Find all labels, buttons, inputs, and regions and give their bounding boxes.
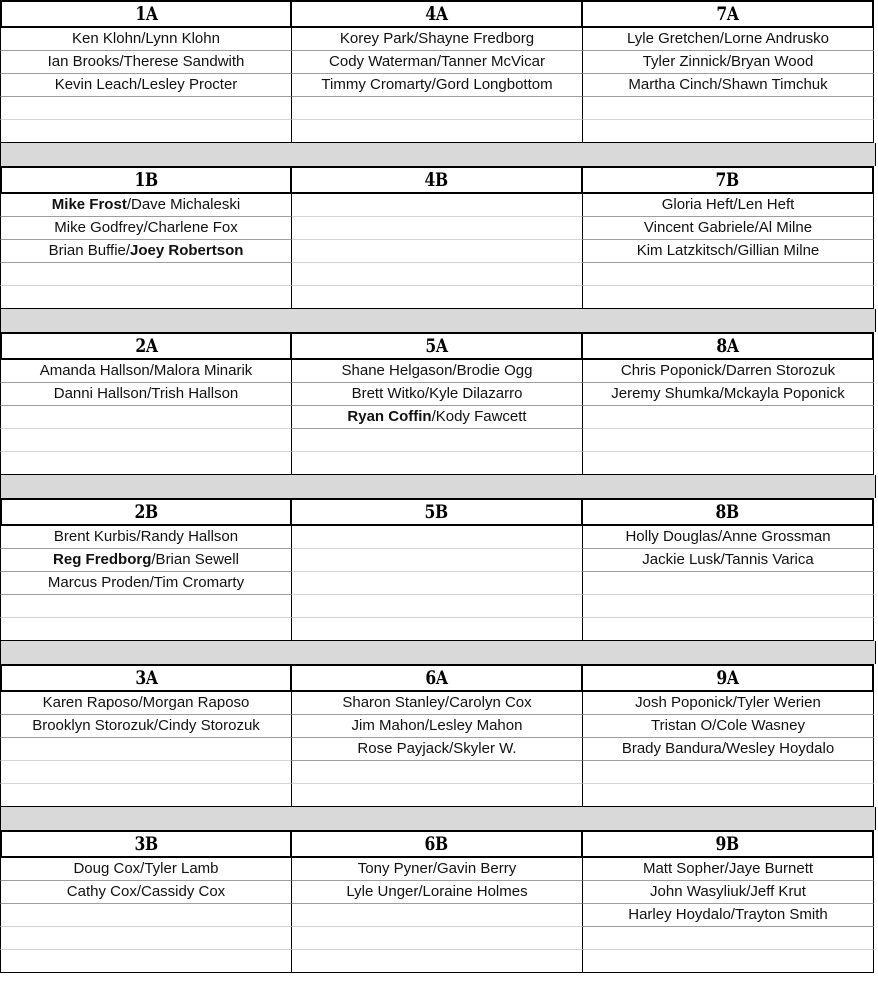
team-row: [0, 595, 876, 618]
empty-cell: [583, 784, 874, 807]
team-row: [0, 526, 876, 549]
empty-cell: [292, 618, 583, 641]
player-name: Brett Witko/Kyle Dilazarro: [351, 385, 523, 402]
team-cell: [292, 74, 583, 97]
empty-cell: [292, 950, 583, 973]
player-name: Mike Godfrey/Charlene Fox: [54, 219, 238, 236]
division-label: 1A: [134, 3, 158, 25]
empty-cell: [583, 97, 874, 120]
player-name-bold: Reg Fredborg: [53, 551, 152, 568]
division-header: [583, 830, 874, 858]
empty-cell: [292, 240, 583, 263]
team-cell: [0, 360, 292, 383]
team-cell: [0, 549, 292, 572]
team-cell: [292, 858, 583, 881]
team-row: [0, 97, 876, 120]
division-label: 5B: [424, 501, 449, 523]
division-header-row: [0, 664, 876, 692]
empty-cell: [0, 97, 292, 120]
empty-cell: [0, 904, 292, 927]
player-name: Jeremy Shumka/Mckayla Poponick: [611, 385, 845, 402]
block-separator: [0, 807, 876, 830]
division-header: [583, 664, 874, 692]
team-cell: [292, 738, 583, 761]
team-row: [0, 194, 876, 217]
team-row: [0, 904, 876, 927]
team-cell: [0, 383, 292, 406]
player-name: Holly Douglas/Anne Grossman: [625, 528, 831, 545]
team-cell: [292, 28, 583, 51]
empty-cell: [292, 927, 583, 950]
empty-cell: [583, 950, 874, 973]
empty-cell: [292, 572, 583, 595]
player-name: Jim Mahon/Lesley Mahon: [351, 717, 523, 734]
empty-cell: [583, 572, 874, 595]
division-label: 7A: [716, 3, 739, 25]
team-row: [0, 217, 876, 240]
team-row: [0, 406, 876, 429]
division-header: [0, 332, 292, 360]
empty-cell: [583, 618, 874, 641]
empty-cell: [583, 595, 874, 618]
team-row: [0, 927, 876, 950]
player-name: Korey Park/Shayne Fredborg: [339, 30, 535, 47]
empty-cell: [292, 429, 583, 452]
team-row: [0, 858, 876, 881]
empty-cell: [0, 784, 292, 807]
player-name: Tony Pyner/Gavin Berry: [357, 860, 517, 877]
division-header: [292, 166, 583, 194]
division-label: 3A: [134, 667, 158, 689]
player-name: Tristan O/Cole Wasney: [651, 717, 805, 734]
player-name: Ian Brooks/Therese Sandwith: [47, 53, 245, 70]
division-header: [0, 166, 292, 194]
team-row: [0, 572, 876, 595]
team-row: [0, 360, 876, 383]
player-name: Kevin Leach/Lesley Procter: [54, 76, 238, 93]
empty-cell: [583, 429, 874, 452]
division-label: 8B: [715, 501, 740, 523]
player-name: Danni Hallson/Trish Hallson: [53, 385, 239, 402]
team-row: [0, 452, 876, 475]
empty-cell: [292, 904, 583, 927]
team-cell: [0, 692, 292, 715]
empty-cell: [0, 738, 292, 761]
division-label: 6B: [424, 833, 449, 855]
team-cell: [583, 194, 874, 217]
division-header-row: [0, 498, 876, 526]
player-name: Harley Hoydalo/Trayton Smith: [628, 906, 828, 923]
team-row: [0, 286, 876, 309]
block-separator: [0, 475, 876, 498]
team-cell: [0, 858, 292, 881]
team-cell: [292, 383, 583, 406]
team-cell: [583, 28, 874, 51]
division-header-row: [0, 830, 876, 858]
player-name: Timmy Cromarty/Gord Longbottom: [321, 76, 553, 93]
team-row: [0, 120, 876, 143]
player-name: Gloria Heft/Len Heft: [661, 196, 795, 213]
division-header: [292, 664, 583, 692]
team-row: [0, 618, 876, 641]
player-name: Martha Cinch/Shawn Timchuk: [628, 76, 828, 93]
team-cell: [0, 194, 292, 217]
empty-cell: [292, 194, 583, 217]
player-name: Marcus Proden/Tim Cromarty: [47, 574, 245, 591]
team-cell: [583, 74, 874, 97]
team-row: [0, 51, 876, 74]
empty-cell: [0, 595, 292, 618]
empty-cell: [0, 286, 292, 309]
empty-cell: [583, 406, 874, 429]
division-label: 8A: [716, 335, 739, 357]
division-header: [292, 498, 583, 526]
division-block: [0, 830, 876, 973]
empty-cell: [292, 784, 583, 807]
team-cell: [292, 51, 583, 74]
division-label: 2A: [134, 335, 158, 357]
division-header: [583, 332, 874, 360]
team-cell: [0, 572, 292, 595]
player-name: Kim Latzkitsch/Gillian Milne: [636, 242, 820, 259]
player-name: Cathy Cox/Cassidy Cox: [66, 883, 226, 900]
empty-cell: [292, 452, 583, 475]
team-cell: [583, 217, 874, 240]
player-name: /Dave Michaleski: [126, 196, 241, 213]
division-label: 4B: [424, 169, 449, 191]
player-name: Brent Kurbis/Randy Hallson: [53, 528, 239, 545]
empty-cell: [0, 406, 292, 429]
team-cell: [583, 858, 874, 881]
division-label: 3B: [134, 833, 158, 855]
empty-cell: [0, 452, 292, 475]
team-cell: [292, 406, 583, 429]
team-cell: [0, 240, 292, 263]
division-block: [0, 498, 876, 641]
team-cell: [583, 240, 874, 263]
empty-cell: [0, 618, 292, 641]
team-cell: [292, 715, 583, 738]
division-label: 9A: [716, 667, 739, 689]
empty-cell: [292, 286, 583, 309]
team-cell: [292, 692, 583, 715]
empty-cell: [292, 263, 583, 286]
division-header: [583, 166, 874, 194]
player-name: Brady Bandura/Wesley Hoydalo: [621, 740, 835, 757]
block-separator: [0, 309, 876, 332]
team-cell: [583, 715, 874, 738]
empty-cell: [292, 526, 583, 549]
player-name: Karen Raposo/Morgan Raposo: [42, 694, 250, 711]
division-header: [583, 0, 874, 28]
empty-cell: [583, 286, 874, 309]
division-label: 6A: [425, 667, 448, 689]
empty-cell: [0, 429, 292, 452]
empty-cell: [0, 761, 292, 784]
player-name: Brian Buffie/: [48, 242, 131, 259]
empty-cell: [583, 263, 874, 286]
team-row: [0, 240, 876, 263]
team-cell: [583, 692, 874, 715]
player-name: Matt Sopher/Jaye Burnett: [642, 860, 814, 877]
player-name: Lyle Gretchen/Lorne Andrusko: [626, 30, 830, 47]
team-cell: [583, 904, 874, 927]
player-name: Vincent Gabriele/Al Milne: [643, 219, 813, 236]
division-header-row: [0, 332, 876, 360]
division-block: [0, 166, 876, 309]
empty-cell: [0, 120, 292, 143]
division-header: [292, 830, 583, 858]
team-cell: [0, 526, 292, 549]
empty-cell: [583, 761, 874, 784]
team-cell: [292, 360, 583, 383]
player-name: Tyler Zinnick/Bryan Wood: [642, 53, 814, 70]
player-name: Chris Poponick/Darren Storozuk: [620, 362, 836, 379]
empty-cell: [292, 595, 583, 618]
team-row: [0, 738, 876, 761]
division-block: [0, 664, 876, 807]
team-cell: [0, 715, 292, 738]
player-name: Ken Klohn/Lynn Klohn: [72, 30, 220, 47]
team-cell: [583, 526, 874, 549]
player-name-bold: Joey Robertson: [130, 242, 244, 259]
team-cell: [583, 360, 874, 383]
player-name-bold: Mike Frost: [51, 196, 127, 213]
team-cell: [0, 28, 292, 51]
team-row: [0, 881, 876, 904]
block-separator: [0, 143, 876, 166]
empty-cell: [0, 950, 292, 973]
player-name: Cody Waterman/Tanner McVicar: [329, 53, 545, 70]
division-header: [0, 498, 292, 526]
division-header: [292, 332, 583, 360]
team-cell: [583, 881, 874, 904]
division-label: 9B: [715, 833, 740, 855]
empty-cell: [583, 452, 874, 475]
team-cell: [0, 881, 292, 904]
empty-cell: [292, 549, 583, 572]
team-cell: [583, 51, 874, 74]
empty-cell: [0, 927, 292, 950]
team-row: [0, 761, 876, 784]
player-name-bold: Ryan Coffin: [347, 408, 432, 425]
empty-cell: [292, 761, 583, 784]
team-row: [0, 74, 876, 97]
player-name: John Wasyliuk/Jeff Krut: [650, 883, 806, 900]
block-separator: [0, 641, 876, 664]
team-row: [0, 429, 876, 452]
division-label: 5A: [425, 335, 448, 357]
division-label: 4A: [425, 3, 448, 25]
empty-cell: [292, 217, 583, 240]
team-row: [0, 28, 876, 51]
empty-cell: [0, 263, 292, 286]
division-header: [583, 498, 874, 526]
division-header: [0, 0, 292, 28]
player-name: Doug Cox/Tyler Lamb: [73, 860, 219, 877]
division-label: 1B: [134, 169, 158, 191]
team-row: [0, 263, 876, 286]
player-name: Brooklyn Storozuk/Cindy Storozuk: [32, 717, 260, 734]
team-cell: [583, 383, 874, 406]
team-row: [0, 383, 876, 406]
player-name: /Kody Fawcett: [431, 408, 527, 425]
team-cell: [0, 51, 292, 74]
team-cell: [0, 217, 292, 240]
player-name: Josh Poponick/Tyler Werien: [635, 694, 821, 711]
team-row: [0, 715, 876, 738]
team-row: [0, 784, 876, 807]
empty-cell: [583, 927, 874, 950]
team-cell: [583, 738, 874, 761]
division-label: 7B: [715, 169, 740, 191]
team-cell: [292, 881, 583, 904]
empty-cell: [292, 120, 583, 143]
team-row: [0, 692, 876, 715]
division-header: [0, 664, 292, 692]
division-label: 2B: [134, 501, 158, 523]
division-header-row: [0, 0, 876, 28]
division-header: [0, 830, 292, 858]
division-block: [0, 332, 876, 475]
team-cell: [583, 549, 874, 572]
player-name: Sharon Stanley/Carolyn Cox: [342, 694, 532, 711]
player-name: Lyle Unger/Loraine Holmes: [346, 883, 528, 900]
empty-cell: [292, 97, 583, 120]
team-row: [0, 549, 876, 572]
player-name: Rose Payjack/Skyler W.: [357, 740, 517, 757]
player-name: /Brian Sewell: [151, 551, 239, 568]
division-header: [292, 0, 583, 28]
division-block: [0, 0, 876, 143]
empty-cell: [583, 120, 874, 143]
team-row: [0, 950, 876, 973]
player-name: Amanda Hallson/Malora Minarik: [39, 362, 253, 379]
team-cell: [0, 74, 292, 97]
player-name: Jackie Lusk/Tannis Varica: [642, 551, 814, 568]
player-name: Shane Helgason/Brodie Ogg: [341, 362, 533, 379]
division-header-row: [0, 166, 876, 194]
